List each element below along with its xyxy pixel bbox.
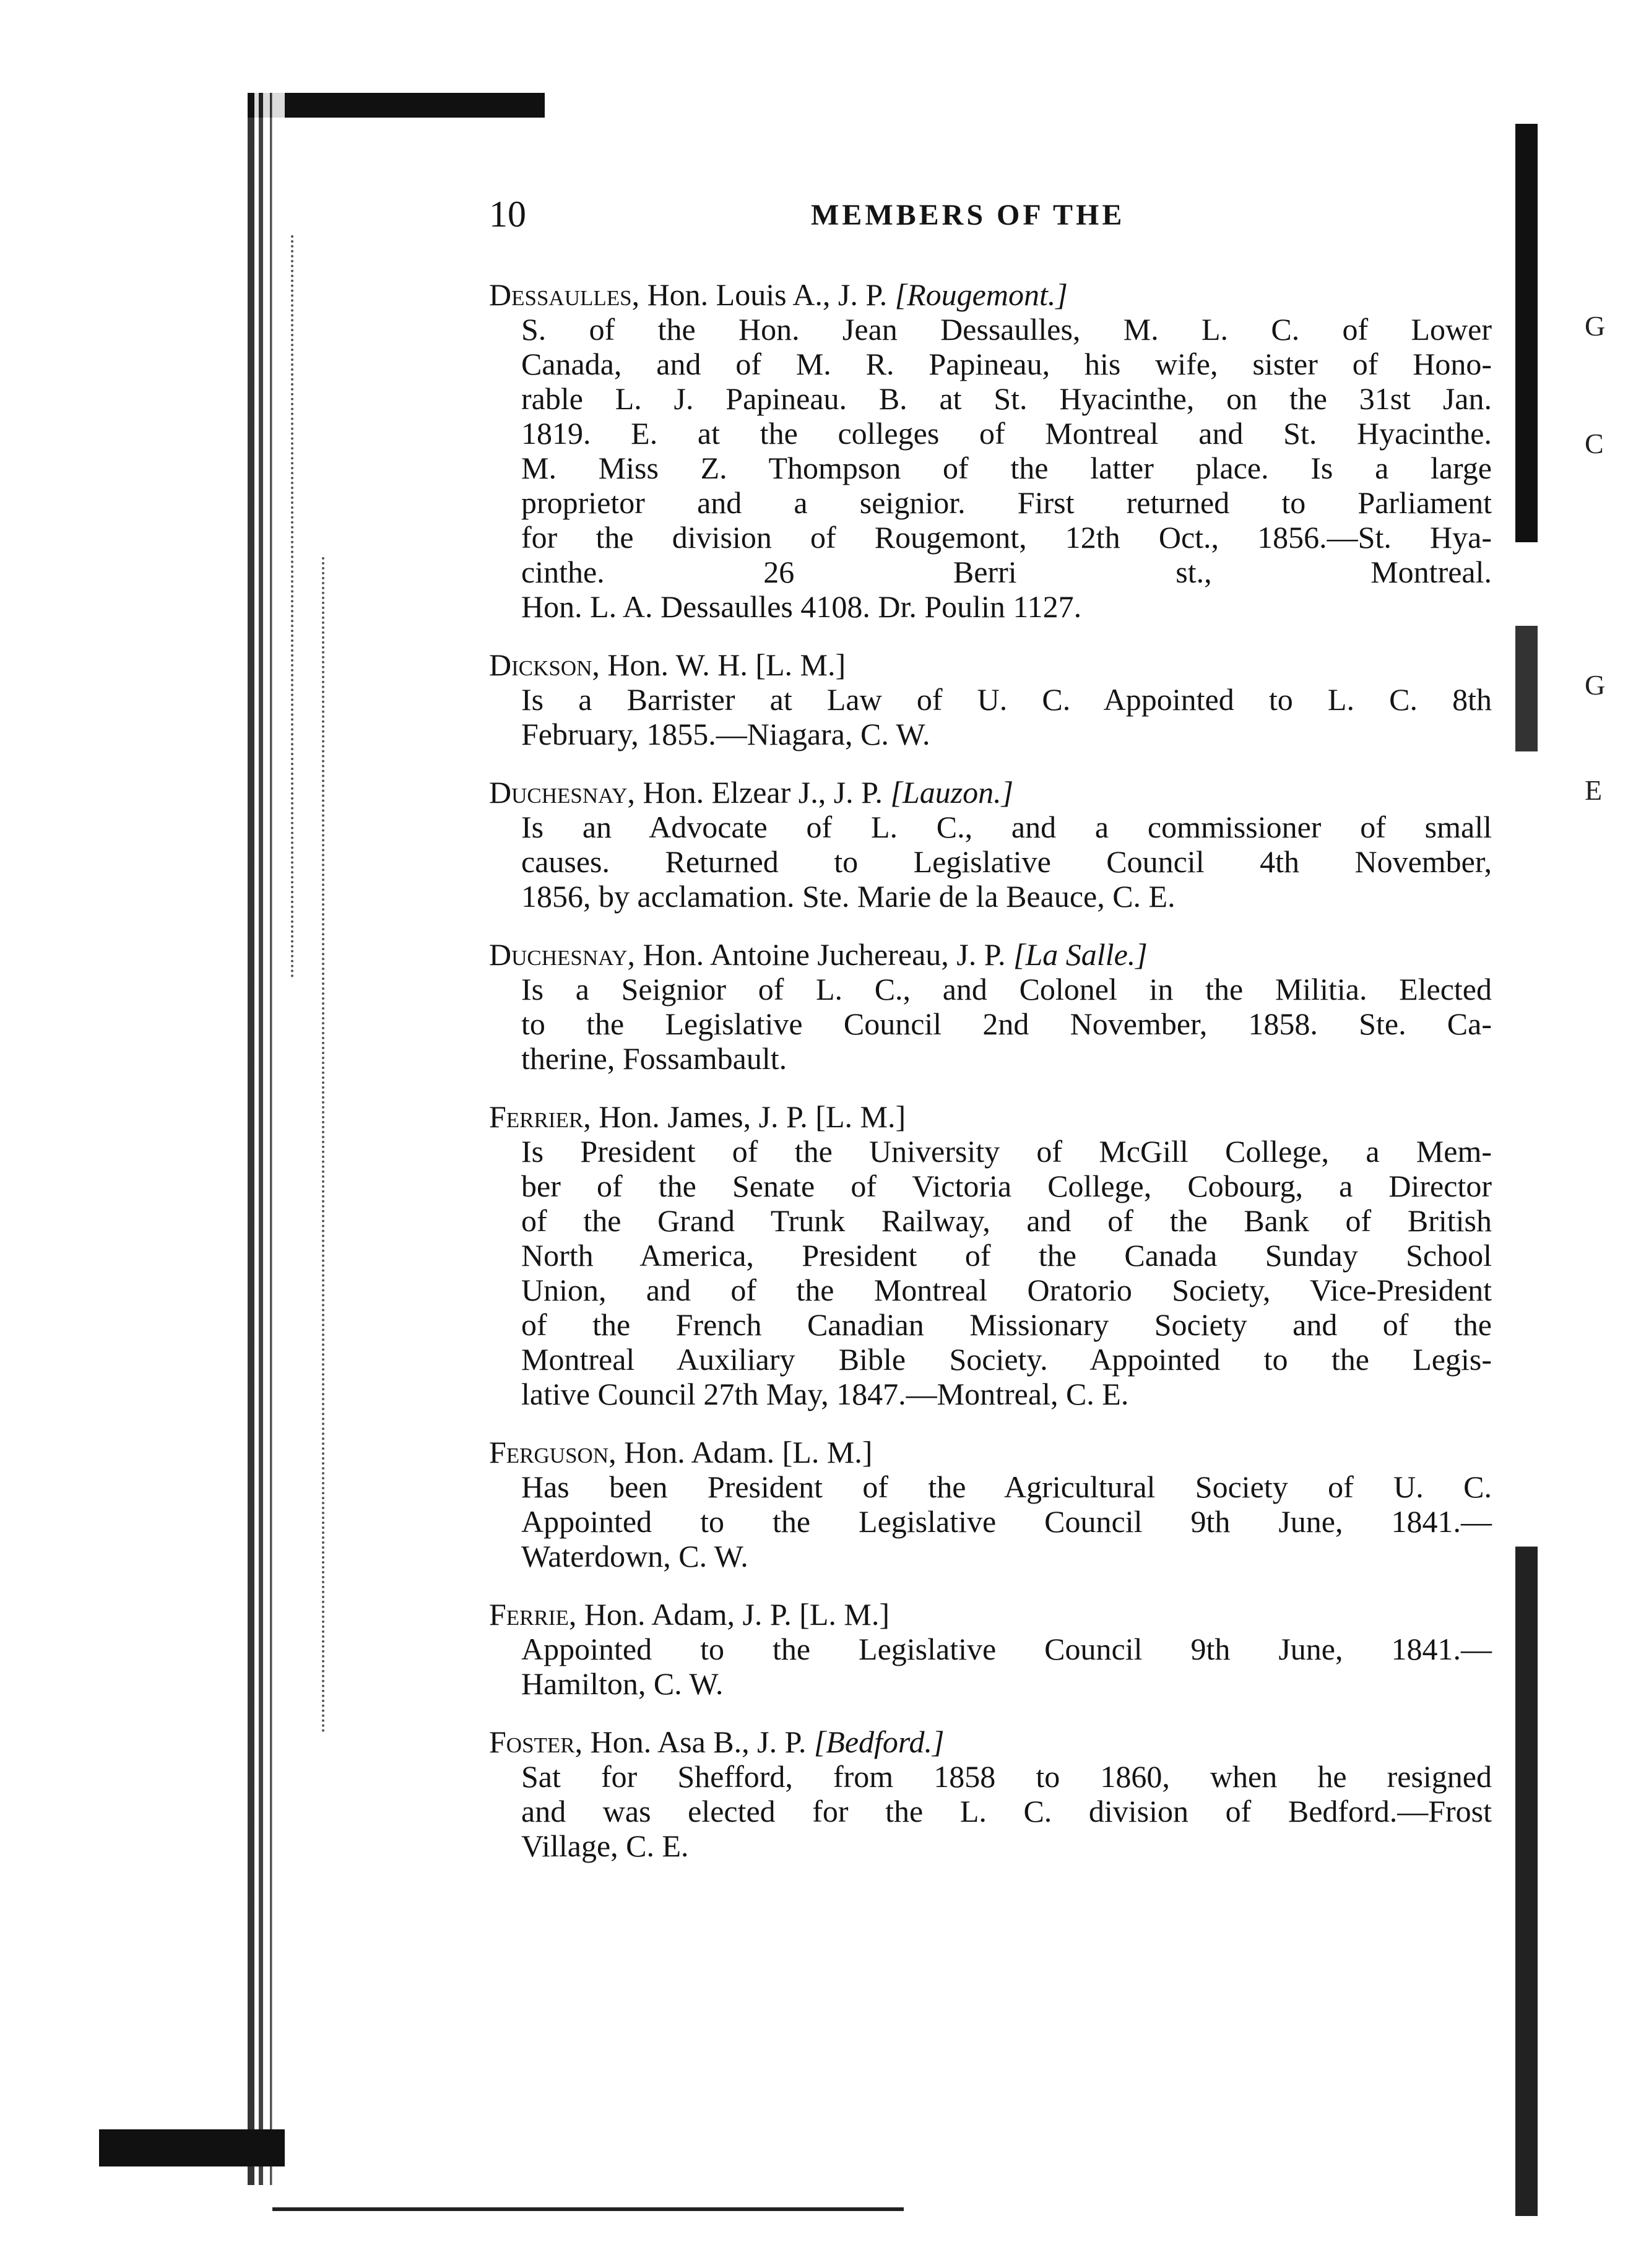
edge-letter: C: [1585, 428, 1604, 459]
member-surname: Ferguson,: [489, 1435, 617, 1469]
biography-line: Union, and of the Montreal Oratorio Society, Vice-President: [521, 1273, 1492, 1307]
biography-line: Is an Advocate of L. C., and a commissioner of small: [521, 810, 1492, 844]
member-surname: Duchesnay,: [489, 937, 635, 972]
member-surname: Ferrier,: [489, 1099, 591, 1134]
member-surname: Dessaulles,: [489, 277, 640, 312]
biography-line: 1819. E. at the colleges of Montreal and St. Hyacinthe.: [521, 416, 1492, 451]
constituency-tag: [L. M.]: [815, 1099, 906, 1134]
biography-line: to the Legislative Council 2nd November, 1858. Ste. Ca-: [521, 1006, 1492, 1041]
biography-line: 1856, by acclamation. Ste. Marie de la Beauce, C. E.: [521, 879, 1176, 914]
biography-line: Montreal Auxiliary Bible Society. Appointed to the Legis-: [521, 1342, 1492, 1377]
entry-biography: [489, 1632, 1492, 1701]
member-entry: [489, 1099, 1492, 1411]
biography-line: Hon. L. A. Dessaulles 4108. Dr. Poulin 1127.: [521, 589, 1082, 624]
biography-line: M. Miss Z. Thompson of the latter place. Is a large: [521, 451, 1492, 485]
binding-shadow-left: [248, 93, 285, 2185]
constituency-tag: [Lauzon.]: [890, 775, 1014, 810]
biography-line: February, 1855.—Niagara, C. W.: [521, 717, 930, 751]
biography-line: Appointed to the Legislative Council 9th June, 1841.—: [521, 1632, 1492, 1666]
entry-heading: [489, 775, 1492, 810]
biography-line: S. of the Hon. Jean Dessaulles, M. L. C. of Lower: [521, 312, 1492, 347]
member-entry: [489, 1435, 1492, 1573]
biography-line: ber of the Senate of Victoria College, Cobourg, a Director: [521, 1169, 1492, 1203]
entry-heading: [489, 1725, 1492, 1759]
member-entry: [489, 647, 1492, 751]
entry-heading: [489, 1597, 1492, 1632]
entry-biography: [489, 312, 1492, 624]
biography-line: of the Grand Trunk Railway, and of the Bank of British: [521, 1203, 1492, 1238]
biography-line: Is a Barrister at Law of U. C. Appointed to L. C. 8th: [521, 682, 1492, 717]
biography-line: Has been President of the Agricultural Society of U. C.: [521, 1469, 1492, 1504]
member-surname: Dickson,: [489, 647, 600, 682]
entry-heading: [489, 277, 1492, 312]
entry-biography: [489, 972, 1492, 1076]
biography-line: for the division of Rougemont, 12th Oct., 1856.—St. Hya-: [521, 520, 1492, 555]
entry-biography: [489, 682, 1492, 751]
edge-letter: E: [1585, 774, 1603, 806]
entry-heading: [489, 1435, 1492, 1469]
adjacent-page-edge: [1515, 124, 1538, 2216]
constituency-tag: [Rougemont.]: [894, 277, 1068, 312]
biography-line: Sat for Shefford, from 1858 to 1860, when he resigned: [521, 1759, 1492, 1794]
biography-line: Appointed to the Legislative Council 9th June, 1841.—: [521, 1504, 1492, 1539]
binding-shadow-bottom: [99, 2129, 285, 2166]
biography-line: and was elected for the L. C. division of Bedford.—Frost: [521, 1794, 1492, 1829]
member-title: Hon. Antoine Juchereau, J. P.: [634, 937, 1006, 972]
biography-line: of the French Canadian Missionary Society and of the: [521, 1307, 1492, 1342]
member-title: Hon. W. H.: [599, 647, 748, 682]
member-title: Hon. James, J. P.: [591, 1099, 808, 1134]
member-surname: Foster,: [489, 1725, 583, 1759]
running-head-title: MEMBERS OF THE: [811, 199, 1125, 232]
page-number: 10: [489, 194, 526, 235]
scan-specks: [291, 235, 297, 978]
entry-heading: [489, 647, 1492, 682]
member-surname: Duchesnay,: [489, 775, 635, 810]
member-entry: [489, 1597, 1492, 1701]
entry-biography: [489, 1469, 1492, 1573]
member-title: Hon. Adam.: [616, 1435, 775, 1469]
entry-biography: [489, 1134, 1492, 1411]
biography-line: lative Council 27th May, 1847.—Montreal, C. E.: [521, 1377, 1129, 1411]
member-entry: [489, 277, 1492, 624]
scan-specks: [322, 557, 328, 1733]
member-surname: Ferrie,: [489, 1597, 577, 1632]
biography-line: causes. Returned to Legislative Council 4th November,: [521, 844, 1492, 879]
entry-biography: [489, 1759, 1492, 1863]
edge-letter: G: [1585, 669, 1606, 701]
member-entry: [489, 1725, 1492, 1863]
member-title: Hon. Adam, J. P.: [576, 1597, 792, 1632]
bottom-rule: [272, 2207, 904, 2211]
biography-line: Is a Seignior of L. C., and Colonel in the Militia. Elected: [521, 972, 1492, 1006]
entry-heading: [489, 937, 1492, 972]
binding-shadow-top: [248, 93, 545, 118]
biography-line: therine, Fossambault.: [521, 1041, 787, 1076]
constituency-tag: [L. M.]: [755, 647, 846, 682]
edge-letter: G: [1585, 310, 1606, 342]
entry-heading: [489, 1099, 1492, 1134]
running-head: [489, 193, 1492, 236]
member-title: Hon. Elzear J., J. P.: [634, 775, 883, 810]
biography-line: Is President of the University of McGill College, a Mem-: [521, 1134, 1492, 1169]
member-entry: [489, 937, 1492, 1076]
constituency-tag: [La Salle.]: [1013, 937, 1148, 972]
constituency-tag: [Bedford.]: [813, 1725, 945, 1759]
entry-biography: [489, 810, 1492, 914]
biography-line: rable L. J. Papineau. B. at St. Hyacinthe, on the 31st Jan.: [521, 381, 1492, 416]
biography-line: Waterdown, C. W.: [521, 1539, 748, 1573]
member-title: Hon. Louis A., J. P.: [639, 277, 888, 312]
constituency-tag: [L. M.]: [799, 1597, 890, 1632]
biography-line: Canada, and of M. R. Papineau, his wife, sister of Hono-: [521, 347, 1492, 381]
member-entry: [489, 775, 1492, 914]
biography-line: proprietor and a seignior. First returned to Parliament: [521, 485, 1492, 520]
member-title: Hon. Asa B., J. P.: [582, 1725, 807, 1759]
member-entries: [489, 277, 1492, 1887]
constituency-tag: [L. M.]: [782, 1435, 873, 1469]
biography-line: cinthe. 26 Berri st., Montreal.: [521, 555, 1492, 589]
biography-line: North America, President of the Canada Sunday School: [521, 1238, 1492, 1273]
biography-line: Hamilton, C. W.: [521, 1666, 724, 1701]
biography-line: Village, C. E.: [521, 1829, 689, 1863]
